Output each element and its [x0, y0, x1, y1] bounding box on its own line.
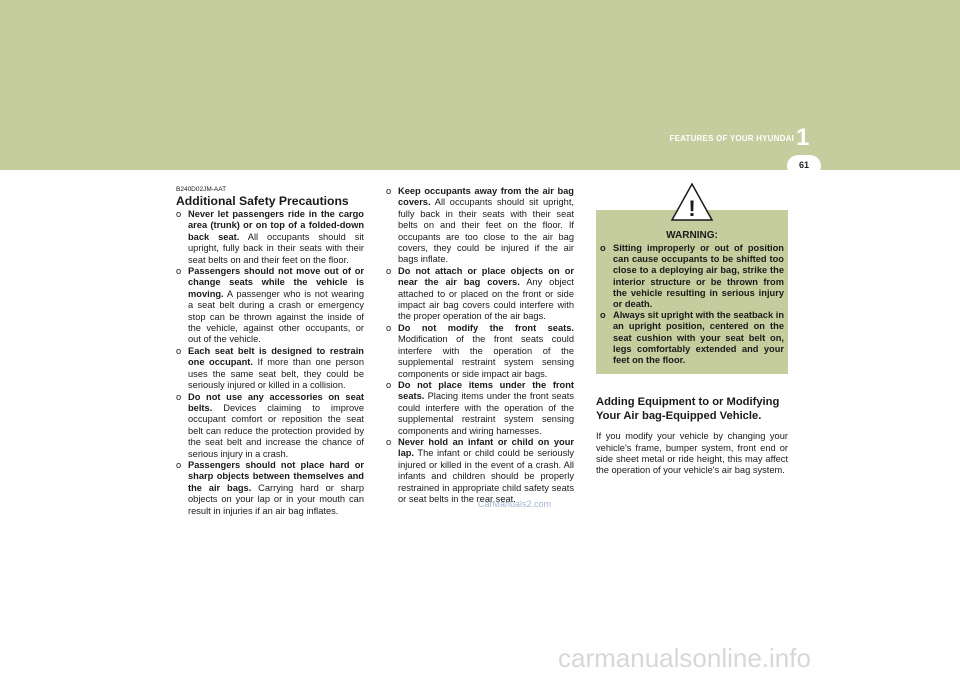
bullet-mark: o — [386, 322, 392, 333]
bullet-mark: o — [176, 345, 182, 356]
bullet-lead: Do not use any accessories on seat belts. — [188, 391, 364, 413]
list-item — [176, 209, 364, 266]
bullet-lead: Passengers should not move out of or change seats while the vehicle is moving. — [188, 266, 364, 299]
section-code: B240D02JM-AAT — [176, 186, 227, 193]
list-item — [176, 346, 364, 392]
warning-title: WARNING: — [666, 230, 718, 241]
warning-box — [596, 196, 788, 374]
warning-triangle-icon — [670, 182, 714, 222]
warning-text: Sitting improperly or out of position can cause occupants to be shifted too close to a deploying air bag, strike the interior structure or be thrown from the vehicle resulting in serious injury or death. — [613, 243, 784, 310]
bullet-mark: o — [176, 391, 182, 402]
bullet-mark: o — [600, 310, 606, 321]
bullet-lead: Keep occupants away from the air bag covers. — [398, 186, 574, 208]
section-paragraph: If you modify your vehicle by changing your vehicle's frame, bumper system, front end or side sheet metal or ride height, this may affect the operation of your vehicle's air bag system. — [596, 431, 788, 476]
chapter-number: 1 — [796, 124, 810, 151]
bullet-mark: o — [386, 265, 392, 276]
bullet-mark: o — [176, 459, 182, 470]
bullet-text: Any object attached to or placed on the front or side impact air bag covers could interfere with the proper operation of the air bags. — [398, 277, 574, 322]
bullet-mark: o — [386, 436, 392, 447]
bullet-text: All occupants should sit upright, fully back in their seats with their seat belts on and their feet on the floor. If occupants are too close to the air bag covers, they could be injured if the air bags inflate. — [398, 197, 574, 265]
bullet-lead: Never let passengers ride in the cargo area (trunk) or on top of a folded-down back seat. — [188, 209, 364, 242]
bullet-lead: Do not attach or place objects on or near the air bag covers. — [398, 265, 574, 288]
section-heading: Additional Safety Precautions — [176, 194, 349, 208]
chapter-title: FEATURES OF YOUR HYUNDAI — [669, 134, 794, 143]
bullet-mark: o — [176, 266, 182, 277]
bullet-mark: o — [386, 379, 392, 390]
list-item — [176, 392, 364, 460]
page-number: 61 — [798, 160, 809, 170]
section-heading: Adding Equipment to or Modifying Your Air bag-Equipped Vehicle. — [596, 396, 780, 422]
bullet-lead: Never hold an infant or child on your lap. — [398, 436, 574, 459]
bullet-lead: Each seat belt is designed to restrain one occupant. — [188, 345, 364, 368]
watermark-link[interactable]: CarManuals2.com — [478, 499, 552, 509]
warning-item — [600, 310, 784, 366]
bullet-text: Devices claiming to improve occupant comfort or reposition the seat belt can reduce the protection provided by the seat belt and increase the chance of serious injury in a crash. — [188, 402, 364, 459]
site-watermark: carmanualsonline.info — [558, 643, 811, 673]
bullet-text: Modification of the front seats could interfere with the operation of the supplemental restraint system sensing components or side impact air bags. — [398, 334, 574, 379]
warning-text: Always sit upright with the seatback in an upright position, centered on the seat cushion with your seat belt on, legs comfortably extended and your feet on the floor. — [613, 310, 784, 366]
bullet-text: All occupants should sit upright, fully back in their seats with their seat belts on and their feet on the floor. — [188, 231, 364, 265]
column-right — [596, 186, 788, 477]
warning-exclamation-icon: ! — [688, 196, 696, 221]
list-item — [176, 266, 364, 346]
list-item — [386, 380, 574, 437]
bullet-lead: Do not place items under the front seats. — [398, 379, 574, 402]
bullet-text: If more than one person uses the same seat belt, they could be seriously injured or killed in a collision. — [188, 357, 364, 391]
bullet-mark: o — [386, 186, 392, 196]
bullet-mark: o — [176, 209, 182, 219]
list-item — [176, 460, 364, 517]
bullet-lead: Passengers should not place hard or sharp objects between themselves and the air bags. — [188, 459, 364, 493]
column-middle — [386, 186, 574, 505]
header-band — [0, 0, 960, 170]
list-item — [386, 437, 574, 505]
bullet-lead: Do not modify the front seats. — [398, 322, 574, 333]
column-left — [176, 186, 364, 517]
bullet-text: A passenger who is not wearing a seat belt during a crash or emergency stop can be thrown against the inside of the vehicle, against other occupants, or out of the vehicle. — [188, 288, 364, 345]
warning-item — [600, 243, 784, 310]
bullet-text: Placing items under the front seats could interfere with the operation of the supplemental restraint system sensing components and wiring harnesses. — [398, 391, 574, 436]
bullet-text: Carrying hard or sharp objects on your lap or in your mouth can result in injuries if an air bag inflates. — [188, 482, 364, 516]
bullet-mark: o — [600, 243, 606, 253]
bullet-text: The infant or child could be seriously injured or killed in the event of a crash. All infants and children should be properly restrained in appropriate child safety seats or seat belts in the rear seat. — [398, 448, 574, 504]
list-item — [386, 266, 574, 323]
list-item — [386, 323, 574, 380]
list-item — [386, 186, 574, 266]
